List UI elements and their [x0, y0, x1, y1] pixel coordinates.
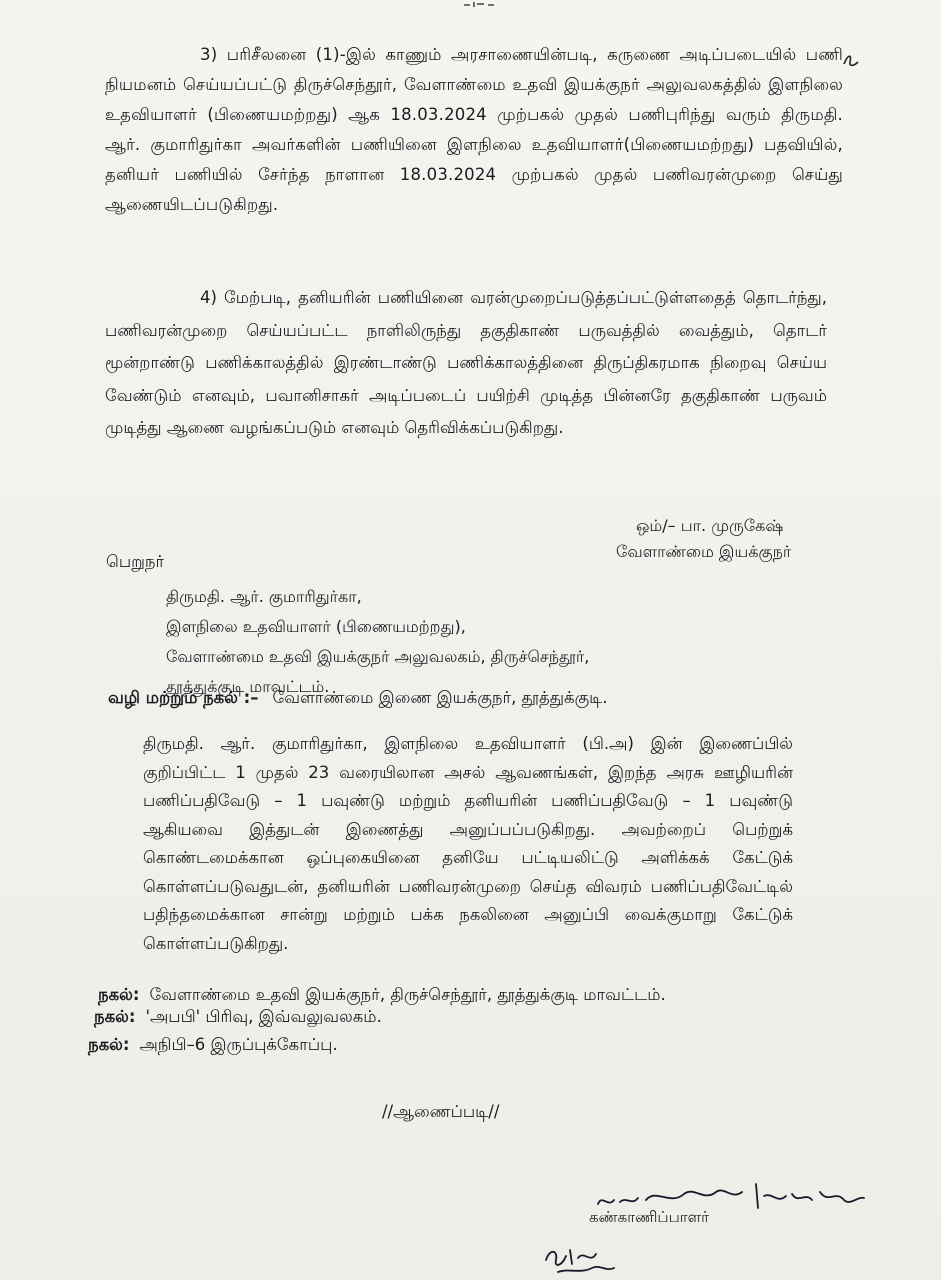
copy-line: [94, 1004, 382, 1030]
copy-value: அநிபி–6 இருப்புக்கோப்பு.: [139, 1035, 338, 1054]
signatory-designation: வேளாண்மை இயக்குநர்: [616, 542, 792, 561]
via-value: வேளாண்மை இணை இயக்குநர், தூத்துக்குடி.: [272, 688, 608, 707]
paragraph-3-text: 3) பரிசீலனை (1)-இல் காணும் அரசாணையின்படி, கருணை அடிப்படையில் பணி நியமனம் செய்யப்பட்டு திருச்செந்தூர், வேளாண்மை உதவி இயக்குநர் அலுவலகத்தில் இளநிலை உதவியாளர் (பிணையமற்றது) ஆக 18.03.2024 முற்பகல் முதல் பணிபுரிந்து வரும் திருமதி. ஆர். குமாரிதுர்கா அவர்களின் பணியினை இளநிலை உதவியாளர்(பிணையமற்றது) பதவியில், தனியர் பணியில் சேர்ந்த நாளான 18.03.2024 முற்பகல் முதல் பணிவரன்முறை செய்து ஆணையிடப்படுகிறது.: [105, 45, 843, 214]
margin-initial-mark: [840, 50, 862, 72]
recipient-line: தூத்துக்குடி மாவட்டம்.: [166, 677, 330, 696]
copy-label: நகல்:: [88, 1035, 130, 1054]
paragraph-4: [105, 282, 827, 445]
recipient-line: இளநிலை உதவியாளர் (பிணையமற்றது),: [166, 617, 466, 636]
copy-line: [88, 1032, 338, 1058]
recipient-label: பெறுநர்: [106, 552, 165, 571]
via-label: வழி மற்றும் நகல் :–: [108, 688, 259, 707]
paragraph-3: [105, 40, 843, 220]
paragraph-4-text: 4) மேற்படி, தனியரின் பணியினை வரன்முறைப்படுத்தப்பட்டுள்ளதைத் தொடர்ந்து, பணிவரன்முறை செய்யப்பட்ட நாளிலிருந்து தகுதிகாண் பருவத்தில் வைத்தும், தொடர் மூன்றாண்டு பணிக்காலத்தில் இரண்டாண்டு பணிக்காலத்தினை திருப்திகரமாக நிறைவு செய்ய வேண்டும் எனவும், பவானிசாகர் அடிப்படைப் பயிற்சி முடித்த பின்னரே தகுதிகாண் பருவம் முடித்து ஆணை வழங்கப்படும் எனவும் தெரிவிக்கப்படுகிறது.: [105, 288, 827, 437]
by-order-line: //ஆணைப்படி//: [382, 1102, 500, 1121]
copy-value: வேளாண்மை உதவி இயக்குநர், திருச்செந்தூர், தூத்துக்குடி மாவட்டம்.: [149, 985, 666, 1004]
signatory-name: ஒம்/– பா. முருகேஷ்: [636, 516, 784, 535]
handwritten-initials: [540, 1238, 620, 1278]
copy-label: நகல்:: [98, 985, 140, 1004]
page-top-mark: [462, 0, 496, 8]
recipient-address: [166, 582, 589, 702]
via-and-copy: [108, 688, 608, 710]
copy-label: நகல்:: [94, 1007, 136, 1026]
recipient-line: வேளாண்மை உதவி இயக்குநர் அலுவலகம், திருச்செந்தூர்,: [166, 647, 590, 666]
superintendent-label: கண்காணிப்பாளர்: [589, 1208, 709, 1226]
signature-block: [616, 513, 856, 565]
copy-value: 'அபபி' பிரிவு, இவ்வலுவலகம்.: [145, 1007, 382, 1026]
recipient-line: திருமதி. ஆர். குமாரிதுர்கா,: [166, 587, 362, 606]
enclosure-paragraph: திருமதி. ஆர். குமாரிதுர்கா, இளநிலை உதவியாளர் (பி.அ) இன் இணைப்பில் குறிப்பிட்ட 1 முதல் 23 வரையிலான அசல் ஆவணங்கள், இறந்த அரசு ஊழியரின் பணிப்பதிவேடு – 1 பவுண்டு மற்றும் தனியரின் பணிப்பதிவேடு – 1 பவுண்டு ஆகியவை இத்துடன் இணைத்து அனுப்பப்படுகிறது. அவற்றைப் பெற்றுக் கொண்டமைக்கான ஒப்புகையினை தனியே பட்டியலிட்டு அளிக்கக் கேட்டுக் கொள்ளப்படுவதுடன், தனியரின் பணிவரன்முறை செய்த விவரம் பணிப்பதிவேட்டில் பதிந்தமைக்கான சான்று மற்றும் பக்க நகலினை அனுப்பி வைக்குமாறு கேட்டுக் கொள்ளப்படுகிறது.: [143, 734, 793, 953]
